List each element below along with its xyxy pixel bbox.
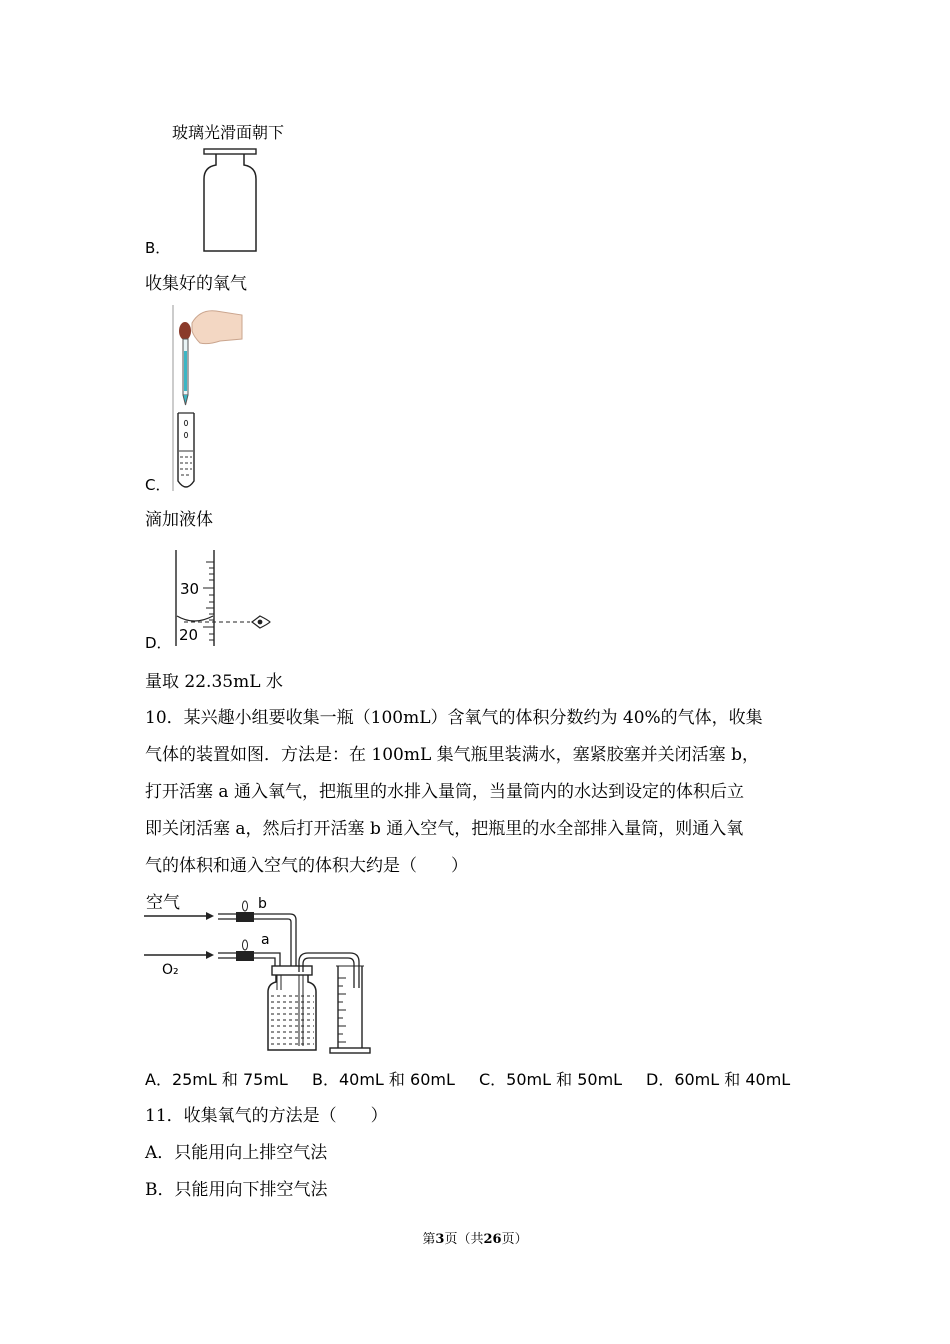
option-b-description: 收集好的氧气 bbox=[145, 274, 247, 294]
oxygen-arrow-icon bbox=[206, 951, 214, 959]
o2-label: O₂ bbox=[162, 962, 179, 978]
cylinder-reading-figure bbox=[170, 548, 274, 648]
footer-suffix: 页） bbox=[501, 1232, 528, 1247]
q10-choice-d[interactable]: D．60mL 和 40mL bbox=[646, 1070, 791, 1089]
gas-collection-apparatus-figure bbox=[140, 888, 380, 1060]
option-d-label: D． bbox=[145, 634, 172, 652]
air-arrow-icon bbox=[206, 912, 214, 920]
dropper-test-tube-figure bbox=[170, 305, 246, 493]
q10-choice-b[interactable]: B．40mL 和 60mL bbox=[312, 1070, 455, 1089]
q10-choice-a[interactable]: A．25mL 和 75mL bbox=[145, 1070, 288, 1089]
q10-line-2: 气体的装置如图．方法是：在 100mL 集气瓶里装满水，塞紧胶塞并关闭活塞 b， bbox=[145, 745, 759, 765]
q11-choice-a[interactable]: A．只能用向上排空气法 bbox=[145, 1143, 328, 1163]
q10-line-1: 10．某兴趣小组要收集一瓶（100mL）含氧气的体积分数约为 40%的气体，收集 bbox=[145, 708, 763, 728]
cylinder-tick-30: 30 bbox=[180, 580, 200, 598]
page-footer bbox=[0, 1228, 950, 1247]
figure-caption-glass-plate: 玻璃光滑面朝下 bbox=[172, 123, 285, 142]
q10-line-4: 即关闭活塞 a，然后打开活塞 b 通入空气，把瓶里的水全部排入量筒，则通入氧 bbox=[145, 819, 744, 839]
q11-stem: 11．收集氧气的方法是（ ） bbox=[145, 1106, 388, 1126]
option-d-description: 量取 22.35mL 水 bbox=[145, 672, 283, 692]
option-b-label: B． bbox=[145, 239, 171, 257]
cylinder-tick-20: 20 bbox=[179, 626, 199, 644]
air-label: 空气 bbox=[146, 893, 180, 913]
footer-total-pages: 26 bbox=[483, 1232, 502, 1247]
valve-b-label: b bbox=[258, 896, 267, 912]
option-c-description: 滴加液体 bbox=[145, 510, 213, 530]
footer-middle: 页（共 bbox=[444, 1232, 484, 1247]
q10-line-5: 气的体积和通入空气的体积大约是（ ） bbox=[145, 856, 468, 876]
option-c-label: C． bbox=[145, 476, 171, 494]
q10-choices bbox=[145, 1068, 790, 1092]
q11-choice-b[interactable]: B．只能用向下排空气法 bbox=[145, 1180, 328, 1200]
q10-choice-c[interactable]: C．50mL 和 50mL bbox=[479, 1070, 623, 1089]
q10-line-3: 打开活塞 a 通入氧气，把瓶里的水排入量筒，当量筒内的水达到设定的体积后立 bbox=[145, 782, 744, 802]
footer-prefix: 第 bbox=[422, 1232, 436, 1247]
gas-bottle-figure bbox=[190, 145, 270, 257]
valve-a-label: a bbox=[261, 932, 270, 948]
footer-page-number: 3 bbox=[435, 1232, 445, 1247]
